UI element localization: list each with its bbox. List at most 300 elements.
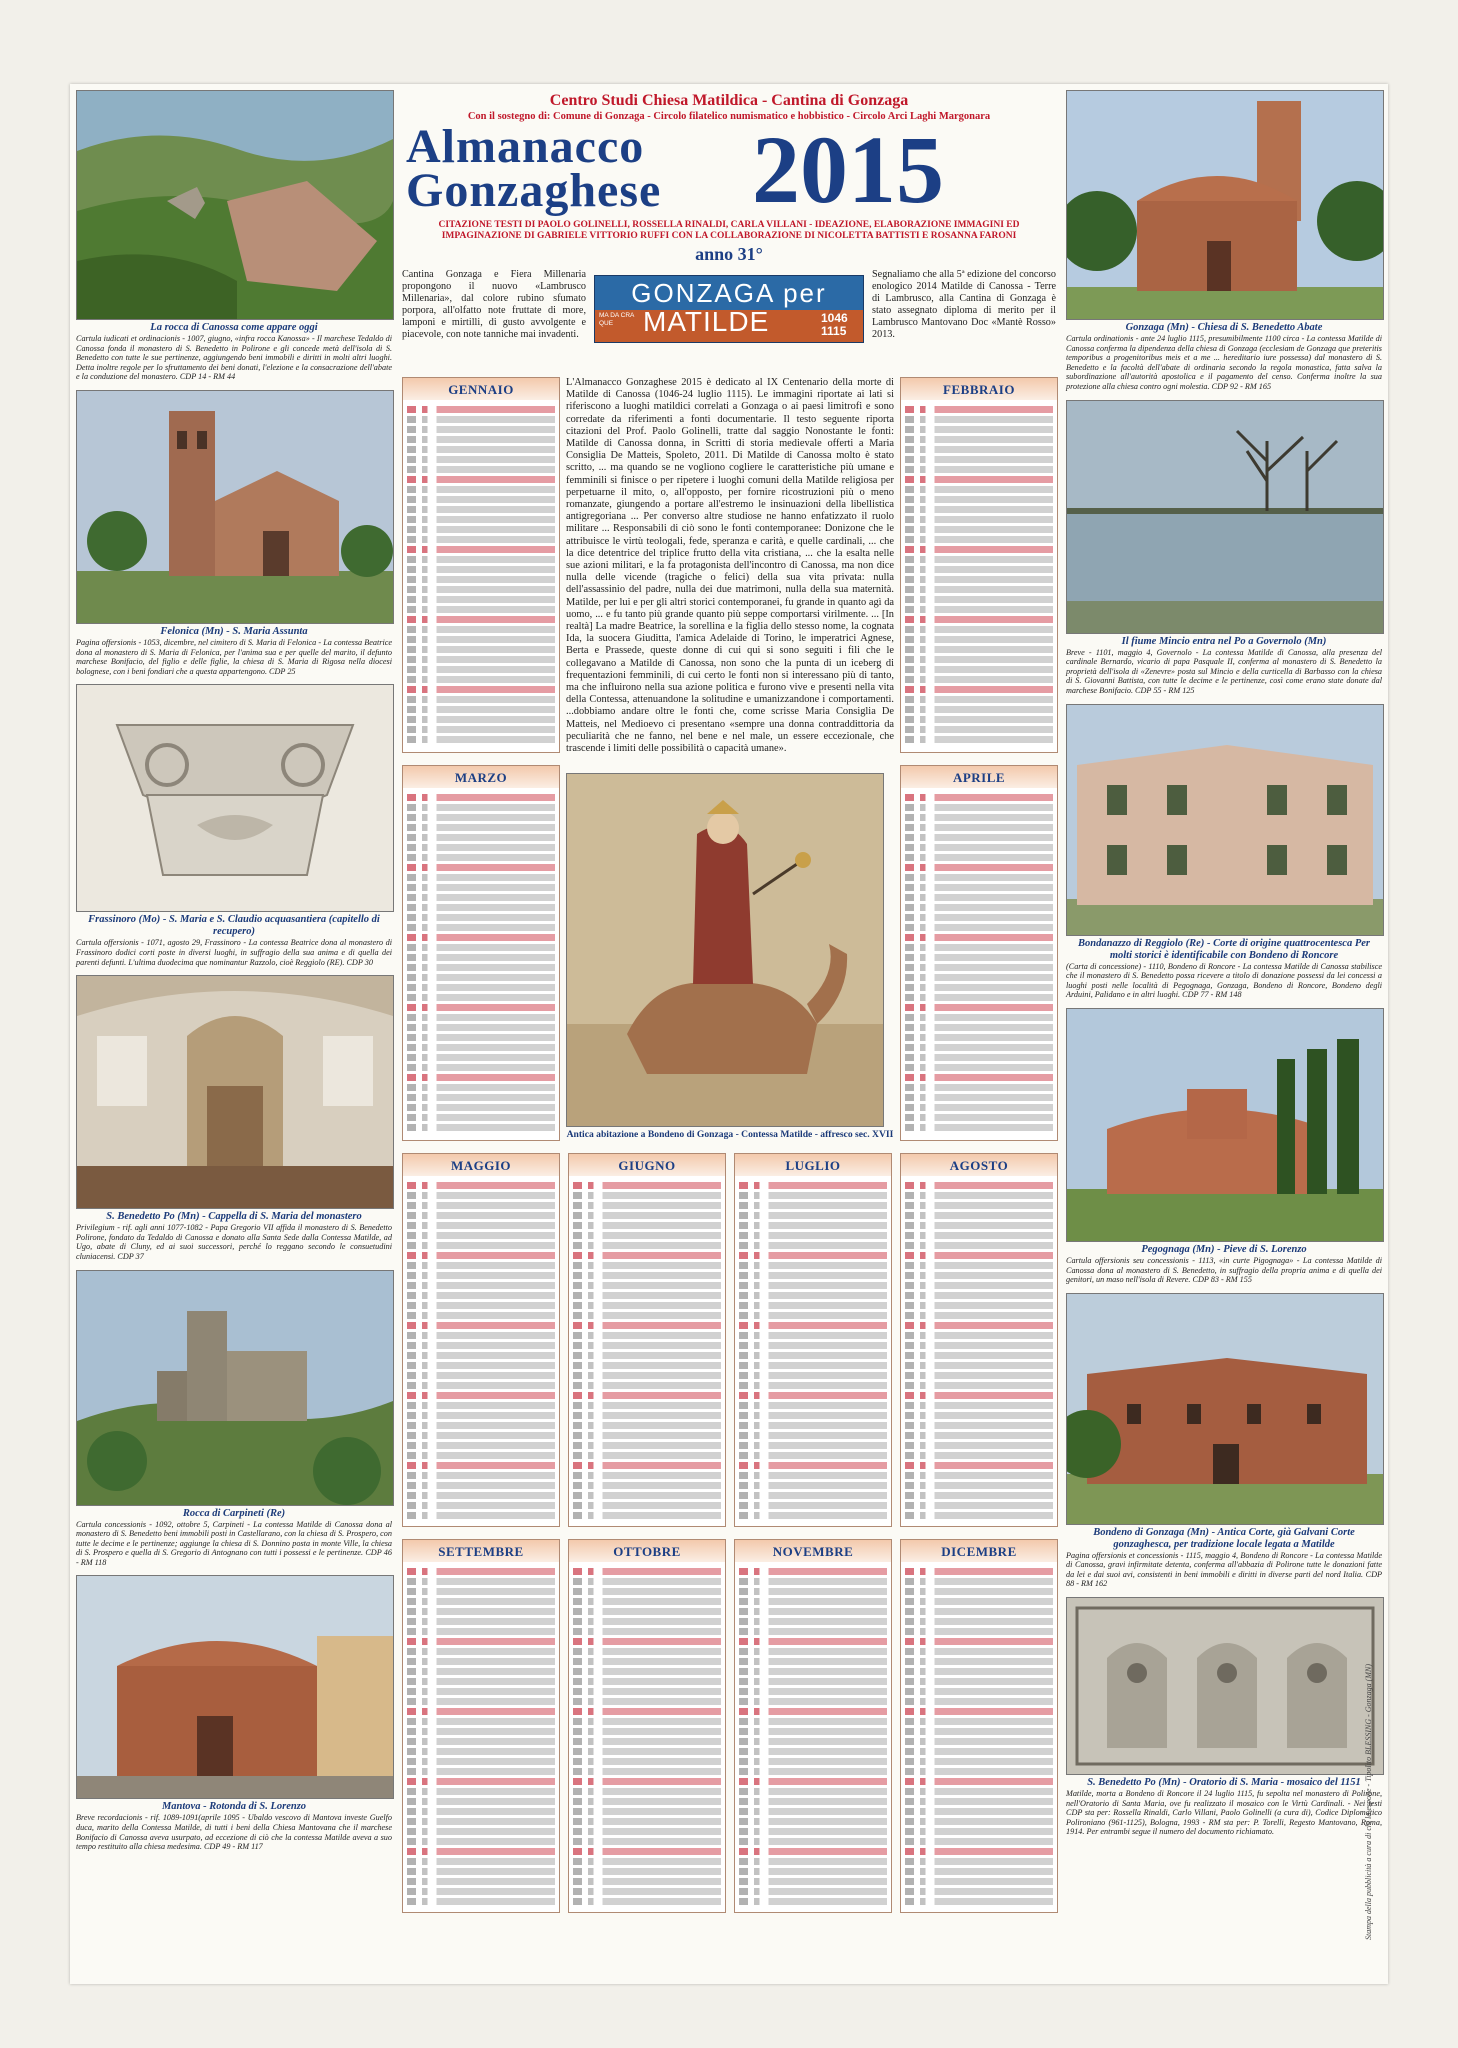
left-block-5 (76, 1270, 392, 1568)
day-row (905, 1312, 1053, 1319)
day-row (905, 1282, 1053, 1289)
matilde-fresco-image (567, 774, 883, 1126)
carpineti-castle-image (77, 1271, 393, 1505)
day-row (905, 636, 1053, 643)
day-row (905, 1034, 1053, 1041)
day-row (905, 1004, 1053, 1011)
right-block-6 (1066, 1597, 1382, 1837)
day-row (573, 1392, 721, 1399)
day-row (407, 1242, 555, 1249)
photo-gonzaga-chiesa (1066, 90, 1384, 320)
day-row (407, 1352, 555, 1359)
day-row (407, 556, 555, 563)
day-row (573, 1798, 721, 1805)
day-row (739, 1202, 887, 1209)
right-block-1 (1066, 90, 1382, 392)
day-row (407, 1738, 555, 1745)
month-days (735, 1176, 891, 1519)
day-row (573, 1768, 721, 1775)
day-row (905, 1064, 1053, 1071)
day-row (407, 1182, 555, 1189)
right-caption-title-6: S. Benedetto Po (Mn) - Oratorio di S. Maria - mosaico del 1151 (1087, 1777, 1361, 1789)
day-row (407, 656, 555, 663)
day-row (905, 406, 1053, 413)
day-row (407, 1332, 555, 1339)
day-row (573, 1828, 721, 1835)
day-row (407, 1034, 555, 1041)
day-row (573, 1628, 721, 1635)
day-row (905, 1372, 1053, 1379)
day-row (573, 1728, 721, 1735)
day-row (407, 676, 555, 683)
day-row (407, 1212, 555, 1219)
month-title: SETTEMBRE (403, 1540, 559, 1562)
day-row (739, 1708, 887, 1715)
day-row (407, 894, 555, 901)
day-row (407, 1084, 555, 1091)
day-row (407, 954, 555, 961)
capital-stone-image (77, 685, 393, 911)
day-row (739, 1608, 887, 1615)
month-title: LUGLIO (735, 1154, 891, 1176)
day-row (905, 974, 1053, 981)
day-row (573, 1898, 721, 1905)
day-row (905, 456, 1053, 463)
month-settembre (402, 1539, 560, 1913)
day-row (905, 1838, 1053, 1845)
day-row (905, 646, 1053, 653)
day-row (905, 526, 1053, 533)
day-row (905, 466, 1053, 473)
day-row (739, 1412, 887, 1419)
day-row (573, 1252, 721, 1259)
day-row (407, 824, 555, 831)
day-row (573, 1272, 721, 1279)
day-row (573, 1588, 721, 1595)
day-row (905, 696, 1053, 703)
day-row (407, 884, 555, 891)
day-row (407, 726, 555, 733)
day-row (407, 1094, 555, 1101)
day-row (905, 854, 1053, 861)
left-column (76, 90, 392, 1860)
month-title: DICEMBRE (901, 1540, 1057, 1562)
day-row (407, 814, 555, 821)
right-caption-text-6: Matilde, morta a Bondeno di Roncore il 24 luglio 1115, fu sepolta nel monastero di Polirone, nell'Oratorio di Santa Maria, ove fu realizzato il mosaico con le Virtù Cardinali. - Nei testi CDP sta per: Rossella Rinaldi, Carlo Villani, Paolo Golinelli (a cura di), Codice Diplomatico Polironiano (961-1125), Bologna, 1993 - RM sta per: P. Torelli, Regesto Mantovano, Roma, 1914. Per entrambi segue il numero del documento richiamato. (1066, 1789, 1382, 1837)
day-row (739, 1698, 887, 1705)
month-days (569, 1176, 725, 1519)
calendar-area (402, 377, 1056, 1897)
day-row (407, 1718, 555, 1725)
day-row (573, 1452, 721, 1459)
photo-oratorio (1066, 1597, 1384, 1775)
left-caption-title-1: La rocca di Canossa come appare oggi (150, 322, 318, 333)
day-row (905, 1848, 1053, 1855)
day-row (905, 1462, 1053, 1469)
month-days (403, 1176, 559, 1519)
day-row (407, 1482, 555, 1489)
header-organization: Centro Studi Chiesa Matildica - Cantina di Gonzaga (549, 92, 909, 109)
day-row (905, 1608, 1053, 1615)
day-row (407, 1758, 555, 1765)
day-row (407, 1252, 555, 1259)
day-row (739, 1598, 887, 1605)
day-row (407, 1292, 555, 1299)
day-row (739, 1272, 887, 1279)
day-row (407, 1064, 555, 1071)
day-row (739, 1648, 887, 1655)
day-row (573, 1312, 721, 1319)
photo-pegognaga (1066, 1008, 1384, 1242)
day-row (573, 1568, 721, 1575)
day-row (407, 1568, 555, 1575)
day-row (407, 844, 555, 851)
day-row (573, 1718, 721, 1725)
month-days (403, 1562, 559, 1905)
day-row (573, 1182, 721, 1189)
day-row (905, 884, 1053, 891)
day-row (407, 834, 555, 841)
day-row (905, 1898, 1053, 1905)
day-row (573, 1598, 721, 1605)
day-row (573, 1352, 721, 1359)
month-title: GENNAIO (403, 378, 559, 400)
day-row (407, 1044, 555, 1051)
day-row (573, 1232, 721, 1239)
month-days (901, 788, 1057, 1131)
gonzaga-per-matilde-logo (594, 275, 864, 343)
day-row (573, 1618, 721, 1625)
day-row (407, 546, 555, 553)
day-row (739, 1452, 887, 1459)
day-row (905, 1638, 1053, 1645)
day-row (407, 1442, 555, 1449)
day-row (739, 1232, 887, 1239)
day-row (407, 1104, 555, 1111)
day-row (407, 1262, 555, 1269)
day-row (407, 1708, 555, 1715)
bondeno-corte-image (1067, 1294, 1383, 1524)
day-row (739, 1212, 887, 1219)
day-row (905, 1658, 1053, 1665)
day-row (739, 1262, 887, 1269)
intro-lambrusco: Cantina Gonzaga e Fiera Millenaria propongono il nuovo «Lambrusco Millenaria», dal colore rubino sfumato porpora, all'olfatto note fruttate di more, lamponi e mirtilli, di gusto avvolgente e piacevole, con note tanniche mai invadenti. (402, 269, 586, 340)
day-row (407, 944, 555, 951)
day-row (739, 1292, 887, 1299)
day-row (573, 1492, 721, 1499)
day-row (407, 1648, 555, 1655)
day-row (739, 1588, 887, 1595)
day-row (905, 984, 1053, 991)
day-row (739, 1578, 887, 1585)
day-row (905, 1104, 1053, 1111)
photo-felonica (76, 390, 394, 624)
left-caption-title-6: Mantova - Rotonda di S. Lorenzo (161, 1801, 307, 1813)
day-row (407, 874, 555, 881)
day-row (905, 436, 1053, 443)
day-row (739, 1182, 887, 1189)
day-row (407, 476, 555, 483)
day-row (739, 1668, 887, 1675)
day-row (407, 1004, 555, 1011)
day-row (905, 1302, 1053, 1309)
day-row (739, 1888, 887, 1895)
right-caption-title-3: Bondanazzo di Reggiolo (Re) - Corte di origine quattrocentesca Per molti storici è identificabile con Bondeno di Roncore (1078, 937, 1370, 961)
day-row (407, 1232, 555, 1239)
day-row (905, 1818, 1053, 1825)
day-row (905, 1272, 1053, 1279)
day-row (905, 1472, 1053, 1479)
day-row (407, 736, 555, 743)
day-row (905, 546, 1053, 553)
fresco-image (566, 773, 884, 1127)
day-row (573, 1678, 721, 1685)
day-row (407, 1452, 555, 1459)
day-row (407, 456, 555, 463)
day-row (407, 1598, 555, 1605)
day-row (905, 1808, 1053, 1815)
day-row (905, 1232, 1053, 1239)
day-row (573, 1738, 721, 1745)
day-row (573, 1748, 721, 1755)
day-row (905, 1568, 1053, 1575)
day-row (407, 496, 555, 503)
day-row (739, 1678, 887, 1685)
right-caption-text-4: Cartula offersionis seu concessionis - 1113, «in curte Pigognaga» - La contessa Matilde di Canossa dona al monastero di S. Benedetto, in suffragio della propria anima e di quella dei genitori, un maso nell'isola di Revere. CDP 83 - RM 155 (1066, 1255, 1382, 1285)
day-row (407, 1608, 555, 1615)
almanac-sheet (70, 84, 1388, 1984)
day-row (407, 1808, 555, 1815)
rotonda-image (77, 1576, 393, 1798)
day-row (573, 1818, 721, 1825)
day-row (905, 1352, 1053, 1359)
mincio-river-image (1067, 401, 1383, 633)
day-row (573, 1212, 721, 1219)
day-row (573, 1838, 721, 1845)
day-row (905, 1578, 1053, 1585)
day-row (407, 716, 555, 723)
month-title: MARZO (403, 766, 559, 788)
day-row (905, 656, 1053, 663)
day-row (407, 1678, 555, 1685)
photo-canossa (76, 90, 394, 320)
day-row (905, 1054, 1053, 1061)
day-row (573, 1282, 721, 1289)
day-row (905, 1502, 1053, 1509)
month-gennaio (402, 377, 560, 753)
day-row (407, 854, 555, 861)
day-row (905, 1212, 1053, 1219)
day-row (905, 576, 1053, 583)
day-row (905, 1074, 1053, 1081)
day-row (905, 1412, 1053, 1419)
day-row (573, 1668, 721, 1675)
right-caption-text-3: (Carta di concessione) - 1110, Bondeno di Roncore - La contessa Matilde di Canossa stabilisce che il monastero di S. Benedetto possa ricevere a titolo di donazione possessi da lei concessi a luoghi posti nelle località di Pegognaga, Gonzaga, Bondeno di Roncore, Bondeno degli Arduini, Palidano e in altri luoghi. CDP 77 - RM 148 (1066, 961, 1382, 1000)
day-row (905, 1114, 1053, 1121)
day-row (905, 1392, 1053, 1399)
month-novembre (734, 1539, 892, 1913)
day-row (407, 406, 555, 413)
day-row (905, 606, 1053, 613)
day-row (905, 894, 1053, 901)
day-row (739, 1798, 887, 1805)
left-caption-text-4: Privilegium - rif. agli anni 1077-1082 - Papa Gregorio VII affida il monastero di S. Benedetto Polirone, fondato da Tedaldo di Canossa e donato alla Santa Sede dalla Contessa Matilde, ad Ugo, abate di Cluny, ed ai suoi successori, perché lo reggano secondo le consuetudini cluniacensi. CDP 37 (76, 1223, 392, 1261)
day-row (905, 446, 1053, 453)
logo-years: 1046 1115 (821, 311, 848, 338)
day-row (905, 1748, 1053, 1755)
day-row (573, 1432, 721, 1439)
day-row (407, 1422, 555, 1429)
day-row (905, 924, 1053, 931)
day-row (407, 1014, 555, 1021)
day-row (905, 944, 1053, 951)
day-row (573, 1638, 721, 1645)
day-row (407, 794, 555, 801)
day-row (573, 1502, 721, 1509)
day-row (905, 1668, 1053, 1675)
day-row (739, 1818, 887, 1825)
day-row (573, 1888, 721, 1895)
day-row (407, 626, 555, 633)
day-row (905, 1362, 1053, 1369)
day-row (739, 1788, 887, 1795)
day-row (407, 576, 555, 583)
day-row (905, 1442, 1053, 1449)
month-agosto (900, 1153, 1058, 1527)
day-row (905, 1014, 1053, 1021)
day-row (905, 1618, 1053, 1625)
day-row (905, 1878, 1053, 1885)
day-row (573, 1462, 721, 1469)
day-row (905, 1202, 1053, 1209)
day-row (407, 1124, 555, 1131)
day-row (905, 1588, 1053, 1595)
day-row (573, 1422, 721, 1429)
day-row (739, 1442, 887, 1449)
day-row (407, 1768, 555, 1775)
day-row (407, 1432, 555, 1439)
day-row (739, 1242, 887, 1249)
month-luglio (734, 1153, 892, 1527)
right-caption-text-1: Cartula ordinationis - ante 24 luglio 1115, presumibilmente 1100 circa - La contessa Matilde di Canossa conferma la dipendenza della chiesa di Gonzaga (ecclesiam de Gonzaga que preteritis temporibus a progenitoribus meis et a me ... hereditario iure possessa) dal monastero di S. Benedetto e la facoltà dell'abate di ordinaria secondo la regola monastica, fatta salva la subordinazione all'autorità apostolica e il pagamento del censo. Conferma inoltre la sua protezione alla chiesa contro ogni molestia. CDP 92 - RM 165 (1066, 334, 1382, 391)
left-caption-text-3: Cartula offersionis - 1071, agosto 29, Frassinoro - La contessa Beatrice dona al monastero di Frassinoro dodici corti poste in diversi luoghi, in suffragio della sua anima e di quella dei parenti defunti. L'ultima duodecima que nominantur Razzolo, cioè Reggiolo (RE). CDP 30 (76, 938, 392, 967)
month-title: MAGGIO (403, 1154, 559, 1176)
day-row (407, 1462, 555, 1469)
left-caption-title-4: S. Benedetto Po (Mn) - Cappella di S. Maria del monastero (106, 1211, 362, 1223)
day-row (407, 1838, 555, 1845)
title-gonzaghese: Gonzaghese (406, 164, 662, 217)
day-row (407, 1858, 555, 1865)
day-row (905, 1432, 1053, 1439)
day-row (905, 1452, 1053, 1459)
day-row (739, 1838, 887, 1845)
day-row (739, 1512, 887, 1519)
day-row (407, 1848, 555, 1855)
day-row (905, 1292, 1053, 1299)
day-row (905, 964, 1053, 971)
day-row (407, 1628, 555, 1635)
intro-row (402, 269, 1056, 377)
left-block-2 (76, 390, 392, 676)
day-row (407, 1798, 555, 1805)
day-row (407, 1578, 555, 1585)
day-row (407, 516, 555, 523)
day-row (905, 1422, 1053, 1429)
day-row (739, 1282, 887, 1289)
day-row (905, 736, 1053, 743)
day-row (407, 864, 555, 871)
day-row (905, 874, 1053, 881)
day-row (573, 1848, 721, 1855)
day-row (739, 1302, 887, 1309)
day-row (739, 1462, 887, 1469)
gonzaga-church-image (1067, 91, 1383, 319)
day-row (739, 1628, 887, 1635)
day-row (905, 1382, 1053, 1389)
title-year: 2015 (752, 116, 944, 223)
day-row (407, 994, 555, 1001)
day-row (739, 1432, 887, 1439)
day-row (905, 794, 1053, 801)
day-row (905, 1708, 1053, 1715)
day-row (905, 1342, 1053, 1349)
day-row (905, 1252, 1053, 1259)
day-row (407, 596, 555, 603)
day-row (905, 834, 1053, 841)
day-row (573, 1262, 721, 1269)
day-row (905, 1182, 1053, 1189)
header-support: Con il sostegno di: Comune di Gonzaga - Circolo filatelico numismatico e hobbistico - Circolo Arci Laghi Margonara (467, 111, 991, 122)
month-days (735, 1562, 891, 1905)
day-row (407, 1412, 555, 1419)
day-row (407, 934, 555, 941)
left-block-4 (76, 975, 392, 1261)
day-row (407, 416, 555, 423)
month-title: NOVEMBRE (735, 1540, 891, 1562)
day-row (739, 1828, 887, 1835)
intro-concorso: Segnaliamo che alla 5ª edizione del concorso enologico 2014 Matilde di Canossa - Terre di Lambrusco, alla Cantina di Gonzaga è stato assegnato diploma di merito per il Lambrusco Mantovano Doc «Mantè Rosso» 2013. (872, 269, 1056, 340)
day-row (407, 1282, 555, 1289)
photo-cappella (76, 975, 394, 1209)
day-row (407, 974, 555, 981)
day-row (905, 904, 1053, 911)
day-row (905, 626, 1053, 633)
left-block-1 (76, 90, 392, 382)
day-row (573, 1192, 721, 1199)
day-row (407, 1818, 555, 1825)
day-row (905, 1868, 1053, 1875)
day-row (905, 496, 1053, 503)
day-row (905, 824, 1053, 831)
day-row (905, 844, 1053, 851)
day-row (739, 1848, 887, 1855)
day-row (739, 1352, 887, 1359)
day-row (407, 1362, 555, 1369)
day-row (905, 1678, 1053, 1685)
day-row (739, 1728, 887, 1735)
day-row (739, 1502, 887, 1509)
day-row (407, 1868, 555, 1875)
day-row (739, 1768, 887, 1775)
day-row (905, 994, 1053, 1001)
right-caption-title-1: Gonzaga (Mn) - Chiesa di S. Benedetto Abate (1125, 322, 1323, 333)
bondanazzo-villa-image (1067, 705, 1383, 935)
day-row (407, 1192, 555, 1199)
day-row (407, 1502, 555, 1509)
day-row (407, 1312, 555, 1319)
canossa-landscape-image (77, 91, 393, 319)
day-row (739, 1332, 887, 1339)
